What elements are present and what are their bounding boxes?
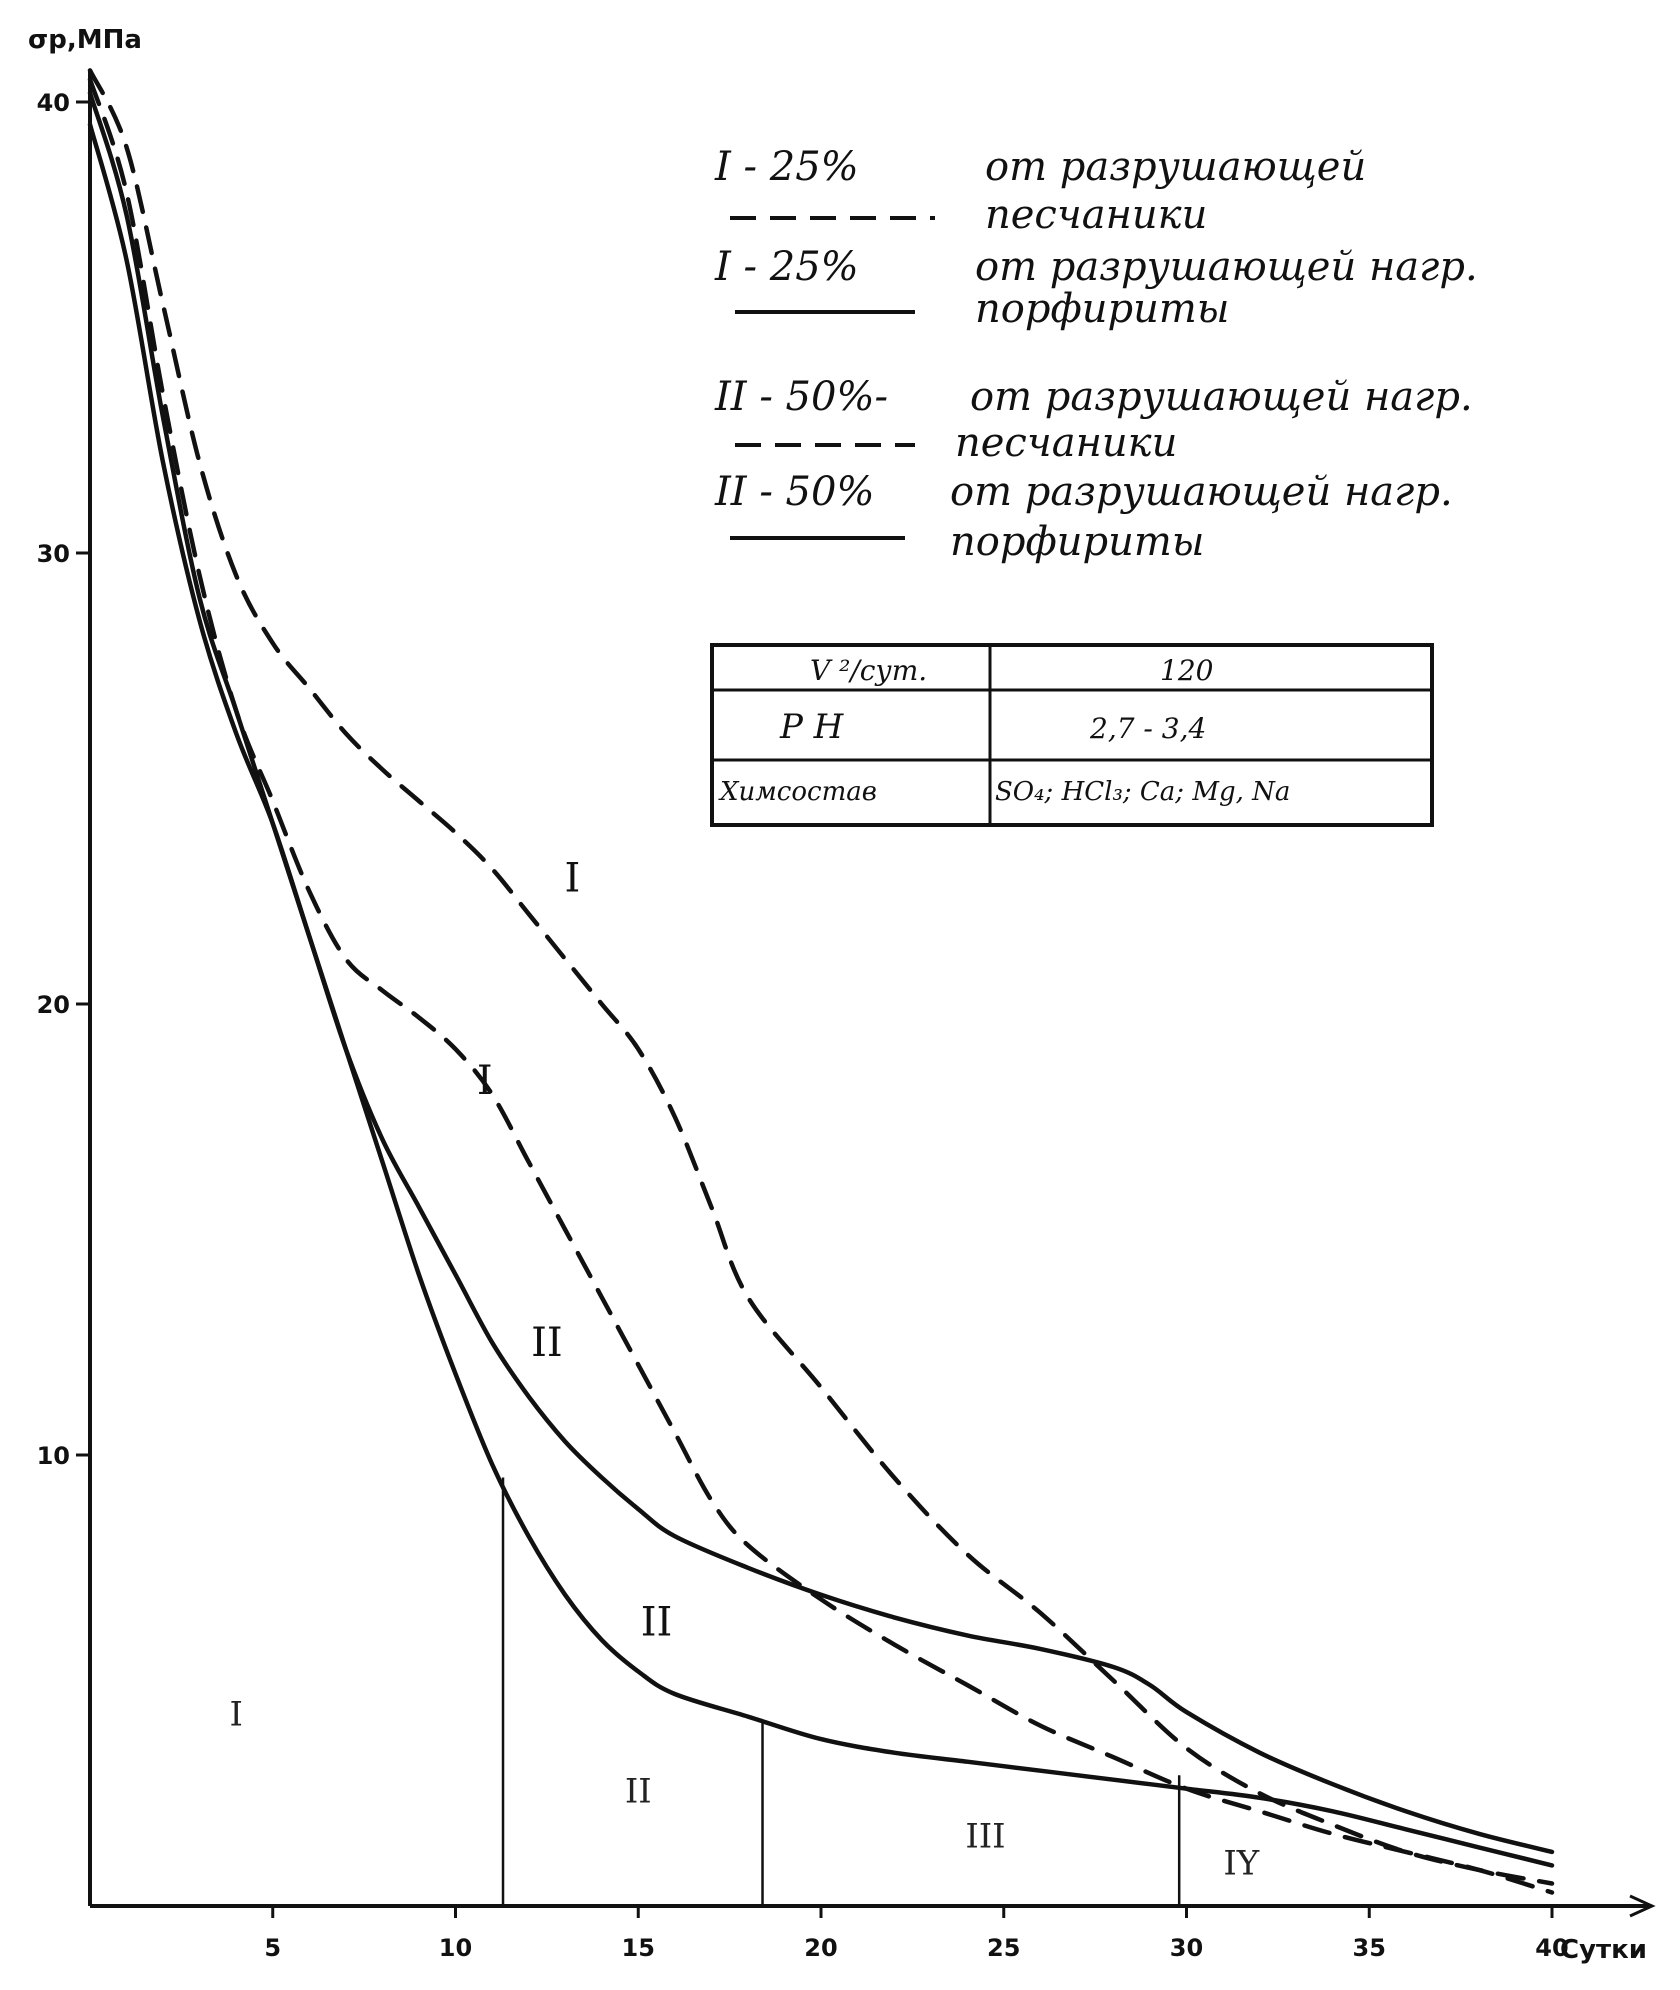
legend-item-2-sub: порфириты bbox=[975, 286, 1230, 332]
legend-item-2-desc: от разрушающей нагр. bbox=[975, 244, 1478, 290]
x-axis-title: Сутки bbox=[1560, 1935, 1647, 1965]
table-cell-r3-c2: SO₄; HCl₃; Ca; Mg, Na bbox=[995, 777, 1291, 807]
axes bbox=[28, 25, 1652, 1965]
zone-label-4: IY bbox=[1223, 1843, 1260, 1884]
x-tick-label-20: 20 bbox=[804, 1934, 838, 1962]
legend-item-1-sub: песчаники bbox=[985, 192, 1208, 238]
x-tick-label-15: 15 bbox=[621, 1934, 655, 1962]
series-line-2 bbox=[90, 93, 1552, 1852]
y-tick-label-30: 30 bbox=[36, 540, 70, 568]
legend-item-4-sub: порфириты bbox=[950, 519, 1205, 565]
legend-item-1-label: I - 25% bbox=[715, 144, 859, 190]
curve-label-4: II bbox=[640, 1599, 673, 1646]
table-cell-r1-c2: 120 bbox=[1160, 654, 1214, 687]
y-tick-label-10: 10 bbox=[36, 1442, 70, 1470]
y-tick-label-40: 40 bbox=[36, 89, 70, 117]
legend-item-3-desc: от разрушающей нагр. bbox=[970, 374, 1473, 420]
y-axis-title: σр,МПа bbox=[28, 25, 142, 55]
x-tick-label-10: 10 bbox=[438, 1934, 473, 1962]
legend-item-3-label: II - 50%- bbox=[715, 374, 888, 420]
y-tick-label-20: 20 bbox=[36, 991, 70, 1019]
x-tick-label-35: 35 bbox=[1352, 1934, 1386, 1962]
zone-label-3: III bbox=[965, 1816, 1006, 1857]
series-layer bbox=[90, 70, 1552, 1892]
zone-label-2: II bbox=[624, 1771, 652, 1812]
conditions-table bbox=[712, 645, 1432, 825]
x-tick-label-5: 5 bbox=[264, 1934, 282, 1962]
curve-label-2: I bbox=[476, 1058, 493, 1105]
x-tick-label-40: 40 bbox=[1535, 1934, 1569, 1962]
legend-item-2-label: I - 25% bbox=[715, 244, 859, 290]
legend bbox=[714, 144, 1478, 565]
legend-item-1-desc: от разрушающей bbox=[985, 144, 1367, 190]
table-cell-r1-c1: V ²/сут. bbox=[810, 654, 928, 687]
legend-item-4-label: II - 50% bbox=[715, 469, 875, 515]
series-line-1 bbox=[90, 70, 1552, 1883]
legend-item-4-desc: от разрушающей нагр. bbox=[950, 469, 1453, 515]
legend-item-3-sub: песчаники bbox=[955, 420, 1178, 466]
curve-label-1: I bbox=[564, 855, 581, 902]
table-cell-r2-c2: 2,7 - 3,4 bbox=[1090, 712, 1207, 745]
table-cell-r2-c1: P H bbox=[780, 707, 844, 747]
curve-label-3: II bbox=[531, 1319, 563, 1366]
x-tick-label-25: 25 bbox=[987, 1934, 1021, 1962]
x-tick-label-30: 30 bbox=[1169, 1934, 1204, 1962]
series-line-3 bbox=[90, 80, 1552, 1893]
table-cell-r3-c1: Химсостав bbox=[720, 777, 877, 807]
zone-label-1: I bbox=[229, 1694, 243, 1735]
